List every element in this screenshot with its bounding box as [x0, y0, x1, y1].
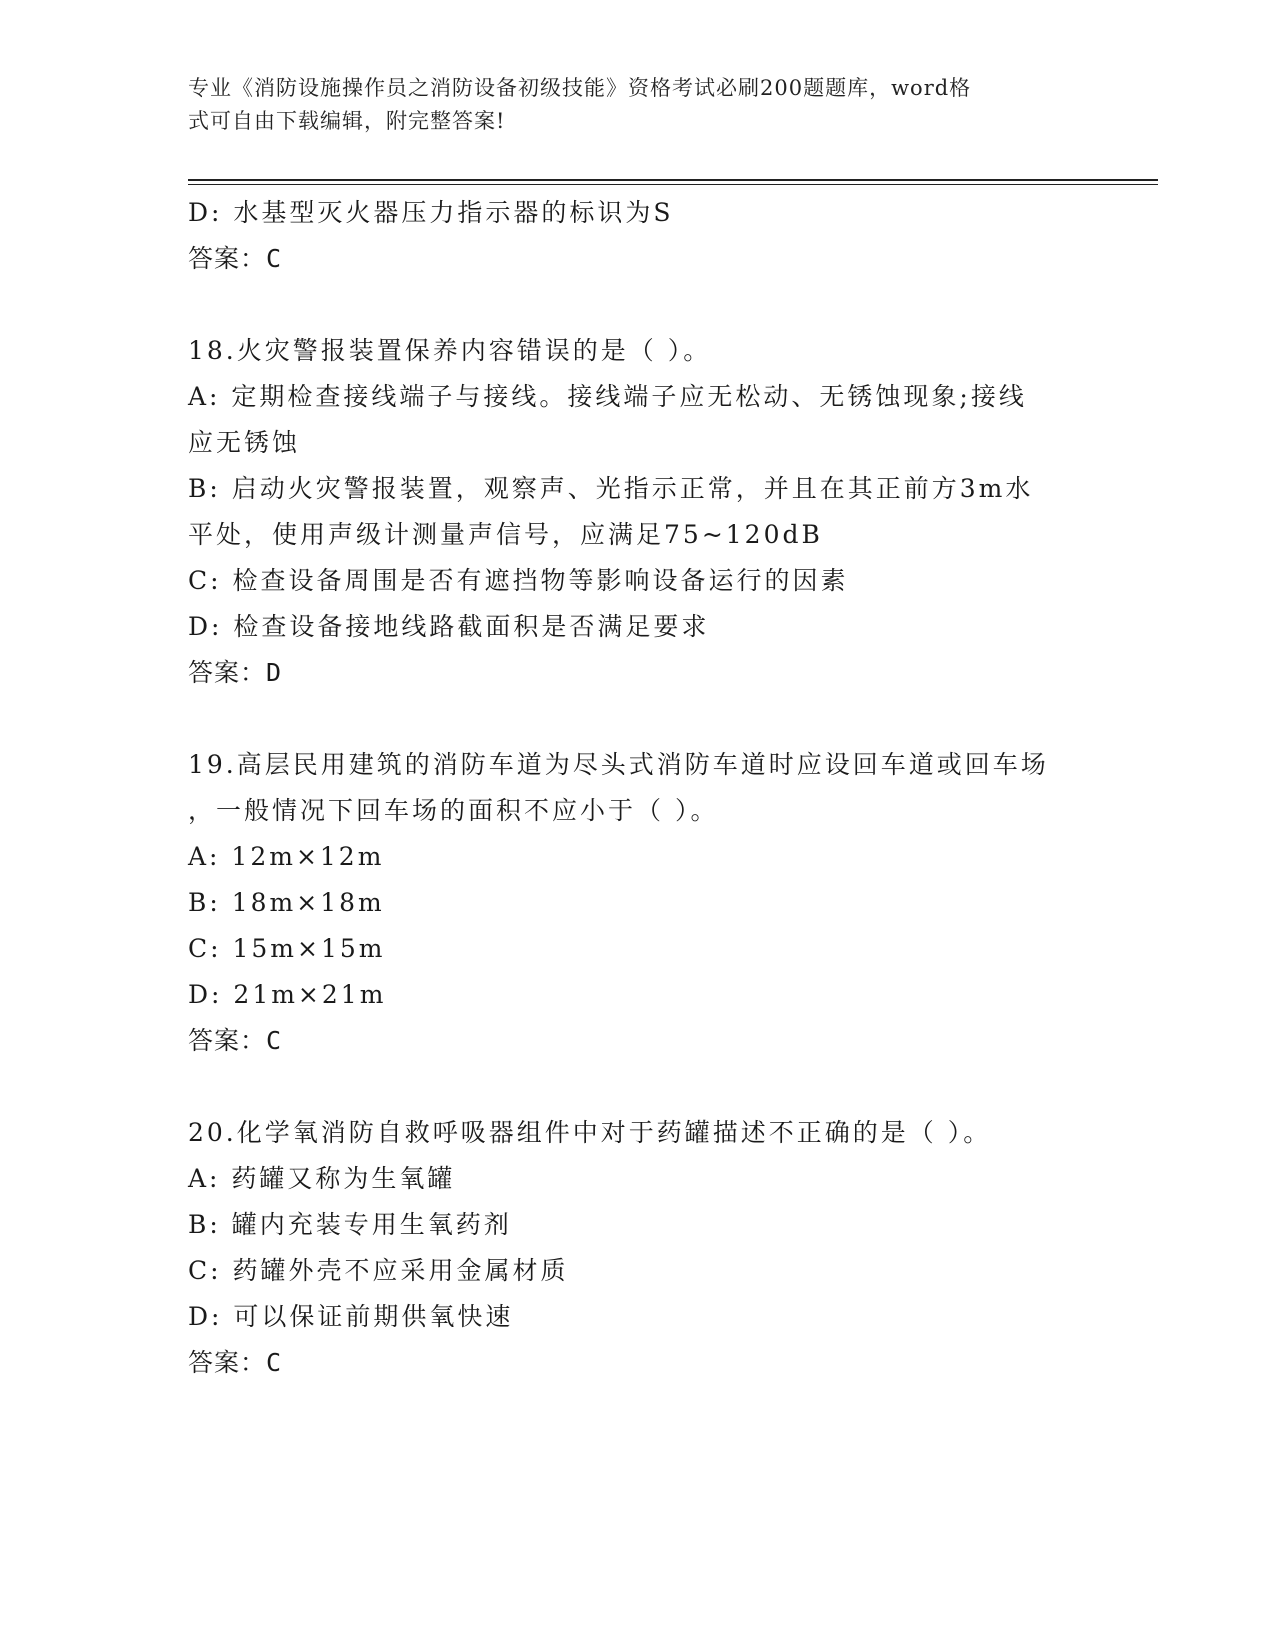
q18-answer: 答案：D: [188, 658, 283, 687]
q20-option-b: B: 罐内充装专用生氧药剂: [188, 1210, 512, 1239]
document-body: [188, 190, 1088, 1386]
header-divider-thick: [188, 179, 1158, 181]
question-20: [188, 1110, 1088, 1386]
q18-option-a-line-1: A: 定期检查接线端子与接线。接线端子应无松动、无锈蚀现象;接线: [188, 382, 1027, 411]
q19-option-a: A: 12m×12m: [188, 842, 385, 871]
question-18: [188, 328, 1088, 696]
q20-option-c: C: 药罐外壳不应采用金属材质: [188, 1256, 569, 1285]
spacer: [188, 696, 1088, 742]
prev-answer: 答案：C: [188, 244, 283, 273]
q18-option-d: D: 检查设备接地线路截面积是否满足要求: [188, 612, 710, 641]
q18-option-c: C: 检查设备周围是否有遮挡物等影响设备运行的因素: [188, 566, 849, 595]
q18-option-b-line-2: 平处，使用声级计测量声信号，应满足75~120dB: [188, 520, 823, 549]
q19-option-c: C: 15m×15m: [188, 934, 386, 963]
q19-option-d: D: 21m×21m: [188, 980, 387, 1009]
q18-stem: 18.火灾警报装置保养内容错误的是（ ）。: [188, 336, 712, 365]
q20-stem: 20.化学氧消防自救呼吸器组件中对于药罐描述不正确的是（ ）。: [188, 1118, 992, 1147]
spacer: [188, 1064, 1088, 1110]
prev-option-d: D: 水基型灭火器压力指示器的标识为S: [188, 198, 674, 227]
q20-answer: 答案：C: [188, 1348, 283, 1377]
q19-option-b: B: 18m×18m: [188, 888, 385, 917]
header-line-2: 式可自由下载编辑，附完整答案!: [188, 109, 506, 133]
q18-option-b-line-1: B: 启动火灾警报装置，观察声、光指示正常，并且在其正前方3m水: [188, 474, 1034, 503]
q19-stem-line-2: ，一般情况下回车场的面积不应小于（ ）。: [188, 796, 719, 825]
q20-option-a: A: 药罐又称为生氧罐: [188, 1164, 456, 1193]
q18-option-a-line-2: 应无锈蚀: [188, 428, 301, 457]
header-divider-thin: [188, 184, 1158, 185]
q20-option-d: D: 可以保证前期供氧快速: [188, 1302, 514, 1331]
question-19: [188, 742, 1088, 1064]
page-header: [188, 72, 1088, 138]
header-line-1: 专业《消防设施操作员之消防设备初级技能》资格考试必刷200题题库，word格: [188, 76, 972, 100]
spacer: [188, 282, 1088, 328]
q19-answer: 答案：C: [188, 1026, 283, 1055]
q19-stem-line-1: 19.高层民用建筑的消防车道为尽头式消防车道时应设回车道或回车场: [188, 750, 1049, 779]
